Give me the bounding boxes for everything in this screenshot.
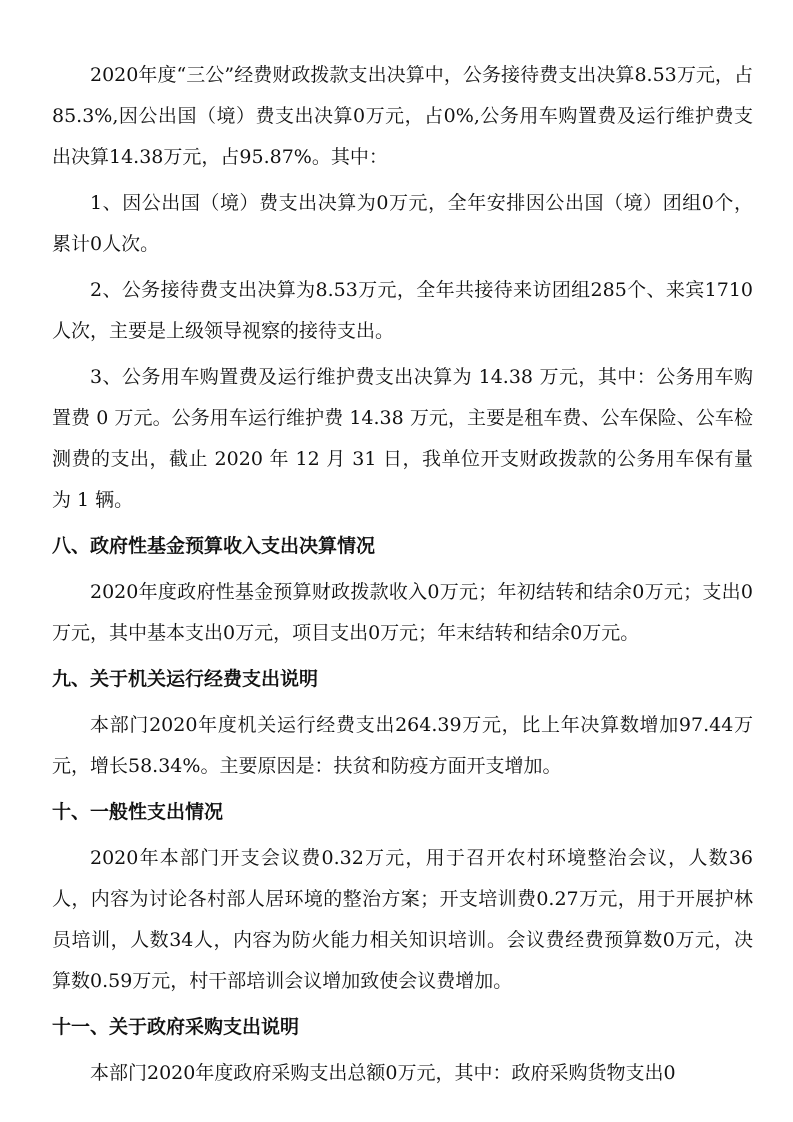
paragraph-government-fund-budget: 2020年度政府性基金预算财政拨款收入0万元；年初结转和结余0万元；支出0万元，其中基本支出0万元，项目支出0万元；年末结转和结余0万元。 <box>52 581 753 644</box>
paragraph-general-expenses: 2020年本部门开支会议费0.32万元，用于召开农村环境整治会议，人数36人，内容为讨论各村部人居环境的整治方案；开支培训费0.27万元，用于开展护林员培训，人数34人，内容为防火能力相关知识培训。会议费经费预算数0万元，决算数0.59万元，村干部培训会议增加致使会议费增加。 <box>52 847 753 992</box>
section-heading-8: 八、政府性基金预算收入支出决算情况 <box>52 535 376 557</box>
paragraph-overseas-expenses: 1、因公出国（境）费支出决算为0万元，全年安排因公出国（境）团组0个，累计0人次。 <box>52 192 753 255</box>
section-heading-10: 十、一般性支出情况 <box>52 801 224 823</box>
section-heading-11: 十一、关于政府采购支出说明 <box>52 1016 300 1038</box>
paragraph-reception-expenses: 2、公务接待费支出决算为8.53万元，全年共接待来访团组285个、来宾1710人次，主要是上级领导视察的接待支出。 <box>52 279 753 342</box>
paragraph-three-public-summary: 2020年度“三公”经费财政拨款支出决算中，公务接待费支出决算8.53万元，占85.3%,因公出国（境）费支出决算0万元，占0%,公务用车购置费及运行维护费支出决算14.38万元，占95.87%。其中： <box>52 64 753 168</box>
paragraph-operating-expenses: 本部门2020年度机关运行经费支出264.39万元，比上年决算数增加97.44万元，增长58.34%。主要原因是：扶贫和防疫方面开支增加。 <box>52 714 753 777</box>
paragraph-vehicle-expenses: 3、公务用车购置费及运行维护费支出决算为 14.38 万元，其中：公务用车购置费 0 万元。公务用车运行维护费 14.38 万元，主要是租车费、公车保险、公车检测费的支出，截止 2020 年 12 月 31 日，我单位开支财政拨款的公务用车保有量为 1 辆。 <box>52 366 753 511</box>
paragraph-procurement: 本部门2020年度政府采购支出总额0万元，其中：政府采购货物支出0 <box>90 1062 676 1084</box>
section-heading-9: 九、关于机关运行经费支出说明 <box>52 668 319 690</box>
